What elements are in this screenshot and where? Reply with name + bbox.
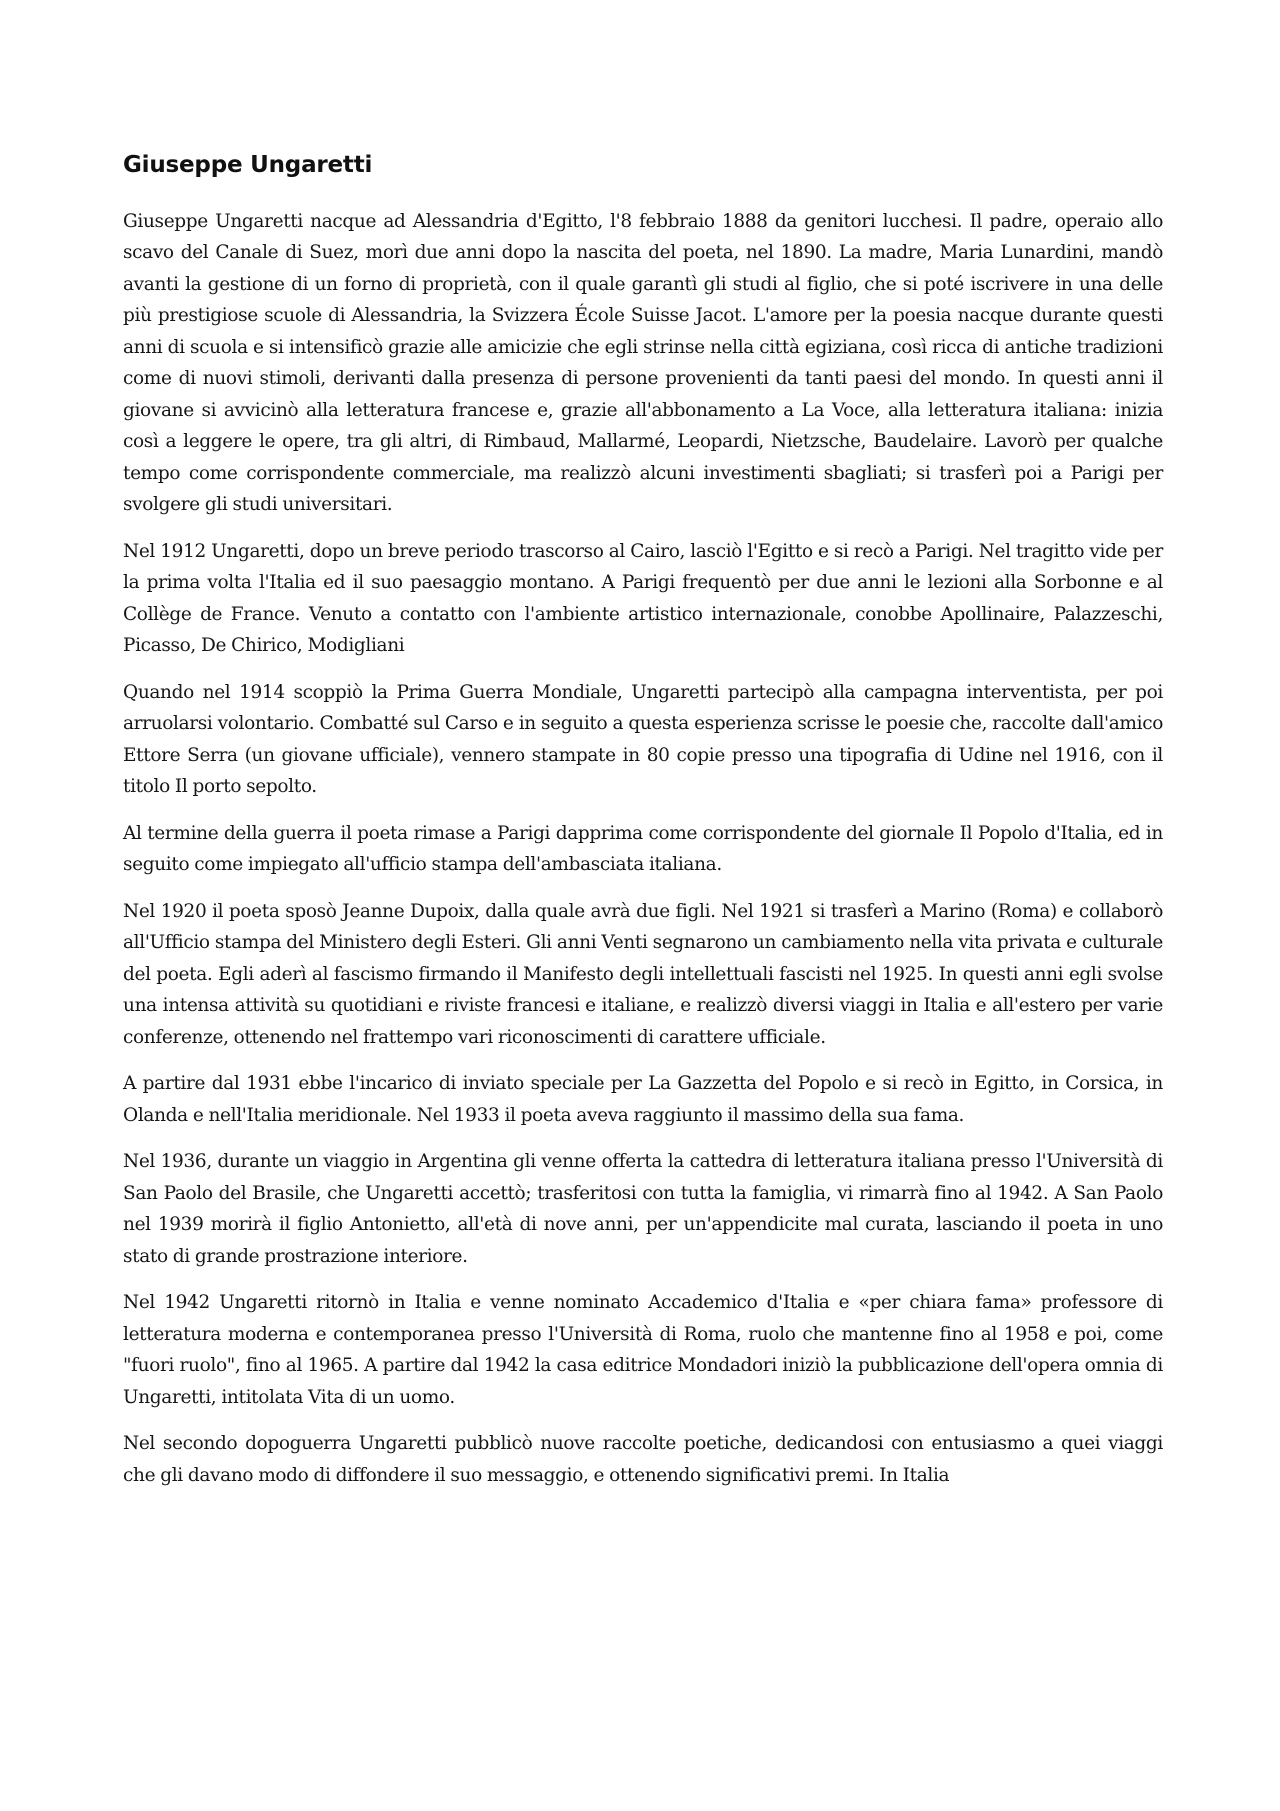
paragraph-1931: A partire dal 1931 ebbe l'incarico di inviato speciale per La Gazzetta del Popolo e si recò in Egitto, in Corsica, in Olanda e nell'Italia meridionale. Nel 1933 il poeta aveva raggiunto il massimo della sua fama. xyxy=(123,1073,1163,1126)
document-page xyxy=(123,152,1163,1506)
paragraph-1920s: Nel 1920 il poeta sposò Jeanne Dupoix, dalla quale avrà due figli. Nel 1921 si trasferì a Marino (Roma) e collaborò all'Ufficio stampa del Ministero degli Esteri. Gli anni Venti segnarono un cambiamento nella vita privata e culturale del poeta. Egli aderì al fascismo firmando il Manifesto degli intellettuali fascisti nel 1925. In questi anni egli svolse una intensa attività su quotidiani e riviste francesi e italiane, e realizzò diversi viaggi in Italia e all'estero per varie conferenze, ottenendo nel frattempo vari riconoscimenti di carattere ufficiale. xyxy=(123,900,1163,1048)
paragraph-brazil: Nel 1936, durante un viaggio in Argentina gli venne offerta la cattedra di letteratura italiana presso l'Università di San Paolo del Brasile, che Ungaretti accettò; trasferitosi con tutta la famiglia, vi rimarrà fino al 1942. A San Paolo nel 1939 morirà il figlio Antonietto, all'età di nove anni, per un'appendicite mal curata, lasciando il poeta in uno stato di grande prostrazione interiore. xyxy=(123,1151,1163,1267)
paragraph-postwar: Nel secondo dopoguerra Ungaretti pubblicò nuove raccolte poetiche, dedicandosi con entusiasmo a quei viaggi che gli davano modo di diffondere il suo messaggio, e ottenendo significativi premi. In Italia xyxy=(123,1433,1163,1486)
document-title: Giuseppe Ungaretti xyxy=(123,152,373,178)
paragraph-first-world-war: Quando nel 1914 scoppiò la Prima Guerra Mondiale, Ungaretti partecipò alla campagna interventista, per poi arruolarsi volontario. Combatté sul Carso e in seguito a questa esperienza scrisse le poesie che, raccolte dall'amico Ettore Serra (un giovane ufficiale), vennero stampate in 80 copie presso una tipografia di Udine nel 1916, con il titolo Il porto sepolto. xyxy=(123,681,1163,798)
paragraph-after-war: Al termine della guerra il poeta rimase a Parigi dapprima come corrispondente del giornale Il Popolo d'Italia, ed in seguito come impiegato all'ufficio stampa dell'ambasciata italiana. xyxy=(123,822,1163,876)
paragraph-paris: Nel 1912 Ungaretti, dopo un breve periodo trascorso al Cairo, lasciò l'Egitto e si recò a Parigi. Nel tragitto vide per la prima volta l'Italia ed il suo paesaggio montano. A Parigi frequentò per due anni le lezioni alla Sorbonne e al Collège de France. Venuto a contatto con l'ambiente artistico internazionale, conobbe Apollinaire, Palazzeschi, Picasso, De Chirico, Modigliani xyxy=(123,540,1163,657)
paragraph-1942: Nel 1942 Ungaretti ritornò in Italia e venne nominato Accademico d'Italia e «per chiara fama» professore di letteratura moderna e contemporanea presso l'Università di Roma, ruolo che mantenne fino al 1958 e poi, come "fuori ruolo", fino al 1965. A partire dal 1942 la casa editrice Mondadori iniziò la pubblicazione dell'opera omnia di Ungaretti, intitolata Vita di un uomo. xyxy=(123,1292,1163,1408)
paragraph-early-life: Giuseppe Ungaretti nacque ad Alessandria d'Egitto, l'8 febbraio 1888 da genitori lucchesi. Il padre, operaio allo scavo del Canale di Suez, morì due anni dopo la nascita del poeta, nel 1890. La madre, Maria Lunardini, mandò avanti la gestione di un forno di proprietà, con il quale garantì gli studi al figlio, che si poté iscrivere in una delle più prestigiose scuole di Alessandria, la Svizzera École Suisse Jacot. L'amore per la poesia nacque durante questi anni di scuola e si intensificò grazie alle amicizie che egli strinse nella città egiziana, così ricca di antiche tradizioni come di nuovi stimoli, derivanti dalla presenza di persone provenienti da tanti paesi del mondo. In questi anni il giovane si avvicinò alla letteratura francese e, grazie all'abbonamento a La Voce, alla letteratura italiana: inizia così a leggere le opere, tra gli altri, di Rimbaud, Mallarmé, Leopardi, Nietzsche, Baudelaire. Lavorò per qualche tempo come corrispondente commerciale, ma realizzò alcuni investimenti sbagliati; si trasferì poi a Parigi per svolgere gli studi universitari. xyxy=(123,210,1163,516)
